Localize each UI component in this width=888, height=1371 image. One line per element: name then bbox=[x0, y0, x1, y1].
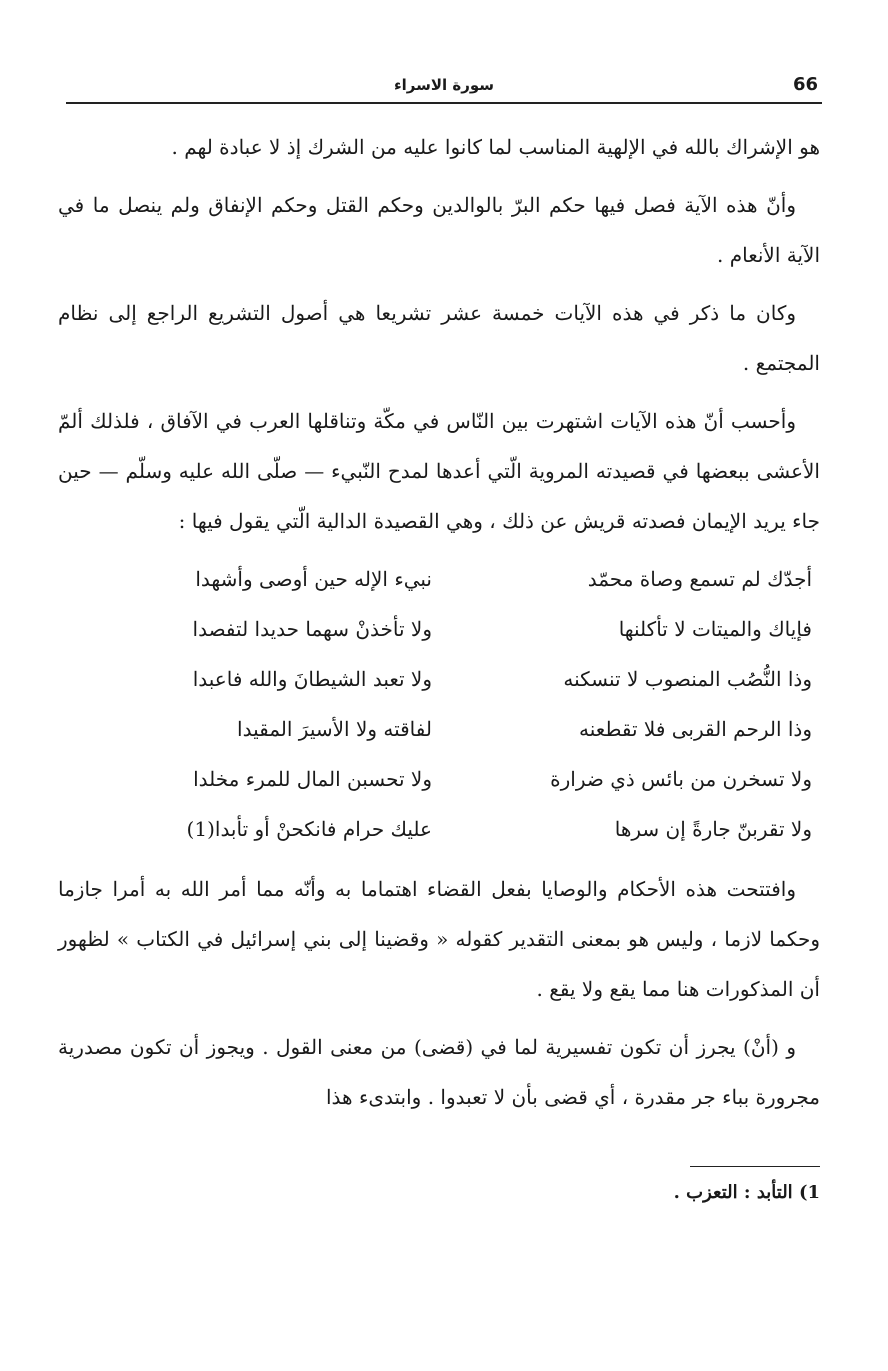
verse-first-hemistich: ولا تسخرن من بائس ذي ضرارة bbox=[550, 767, 812, 791]
paragraph: وافتتحت هذه الأحكام والوصايا بفعل القضاء اهتماما به وأنّه مما أمر الله به أمرا جازما وحكما لازما ، وليس هو بمعنى التقدير كقوله « وقضينا إلى بني إسرائيل في الكتاب » لظهور أن المذكورات هنا مما يقع ولا يقع . bbox=[58, 877, 820, 1001]
poem-verse bbox=[58, 704, 820, 754]
footnote: 1) التأبد : التعزب . bbox=[673, 1182, 820, 1203]
poem bbox=[58, 554, 820, 854]
verse-second-hemistich: عليك حرام فانكحنْ أو تأبدا(1) bbox=[186, 817, 432, 841]
verse-second-hemistich: ولا تعبد الشيطانَ والله فاعبدا bbox=[192, 667, 432, 691]
paragraph: وأنّ هذه الآية فصل فيها حكم البرّ بالوالدين وحكم القتل وحكم الإنفاق ولم ينصل ما في الآية الأنعام . bbox=[58, 193, 820, 267]
paragraph: هو الإشراك بالله في الإلهية المناسب لما كانوا عليه من الشرك إذ لا عبادة لهم . bbox=[171, 135, 820, 159]
poem-verse bbox=[58, 754, 820, 804]
verse-first-hemistich: أجدّك لم تسمع وصاة محمّد bbox=[587, 567, 812, 591]
verse-second-hemistich: ولا تحسبن المال للمرء مخلدا bbox=[193, 767, 432, 791]
running-title: سورة الاسراء bbox=[393, 76, 495, 94]
poem-verse bbox=[58, 554, 820, 604]
verse-first-hemistich: وذا النُّصُب المنصوب لا تنسكنه bbox=[563, 667, 812, 691]
paragraph: و (أنْ) يجرز أن تكون تفسيرية لما في (قضى) من معنى القول . ويجوز أن تكون مصدرية مجرورة بباء جر مقدرة ، أي قضى بأن لا تعبدوا . وابتدىء هذا bbox=[58, 1035, 820, 1109]
paragraph: وأحسب أنّ هذه الآيات اشتهرت بين النّاس في مكّة وتناقلها العرب في الآفاق ، فلذلك ألمّ الأعشى ببعضها في قصيدته المروية الّتي أعدها لمدح النّبيء — صلّى الله عليه وسلّم — حين جاء يريد الإيمان فصدته قريش عن ذلك ، وهي القصيدة الدالية الّتي يقول فيها : bbox=[58, 409, 820, 533]
poem-verse bbox=[58, 604, 820, 654]
page-header bbox=[66, 72, 822, 104]
verse-first-hemistich: وذا الرحم القربى فلا تقطعنه bbox=[579, 717, 812, 741]
footnote-divider bbox=[690, 1166, 820, 1167]
poem-verse bbox=[58, 654, 820, 704]
page-number: 66 bbox=[792, 74, 818, 95]
verse-second-hemistich: ولا تأخذنْ سهما حديدا لتفصدا bbox=[192, 617, 432, 641]
page-body bbox=[58, 122, 820, 1130]
verse-first-hemistich: ولا تقربنّ جارةً إن سرها bbox=[614, 817, 812, 841]
poem-verse bbox=[58, 804, 820, 854]
verse-first-hemistich: فإياك والميتات لا تأكلنها bbox=[618, 617, 812, 641]
paragraph: وكان ما ذكر في هذه الآيات خمسة عشر تشريعا هي أصول التشريع الراجع إلى نظام المجتمع . bbox=[58, 301, 820, 375]
verse-second-hemistich: نبيء الإله حين أوصى وأشهدا bbox=[195, 567, 432, 591]
verse-second-hemistich: لفاقته ولا الأسيرَ المقيدا bbox=[237, 717, 432, 741]
